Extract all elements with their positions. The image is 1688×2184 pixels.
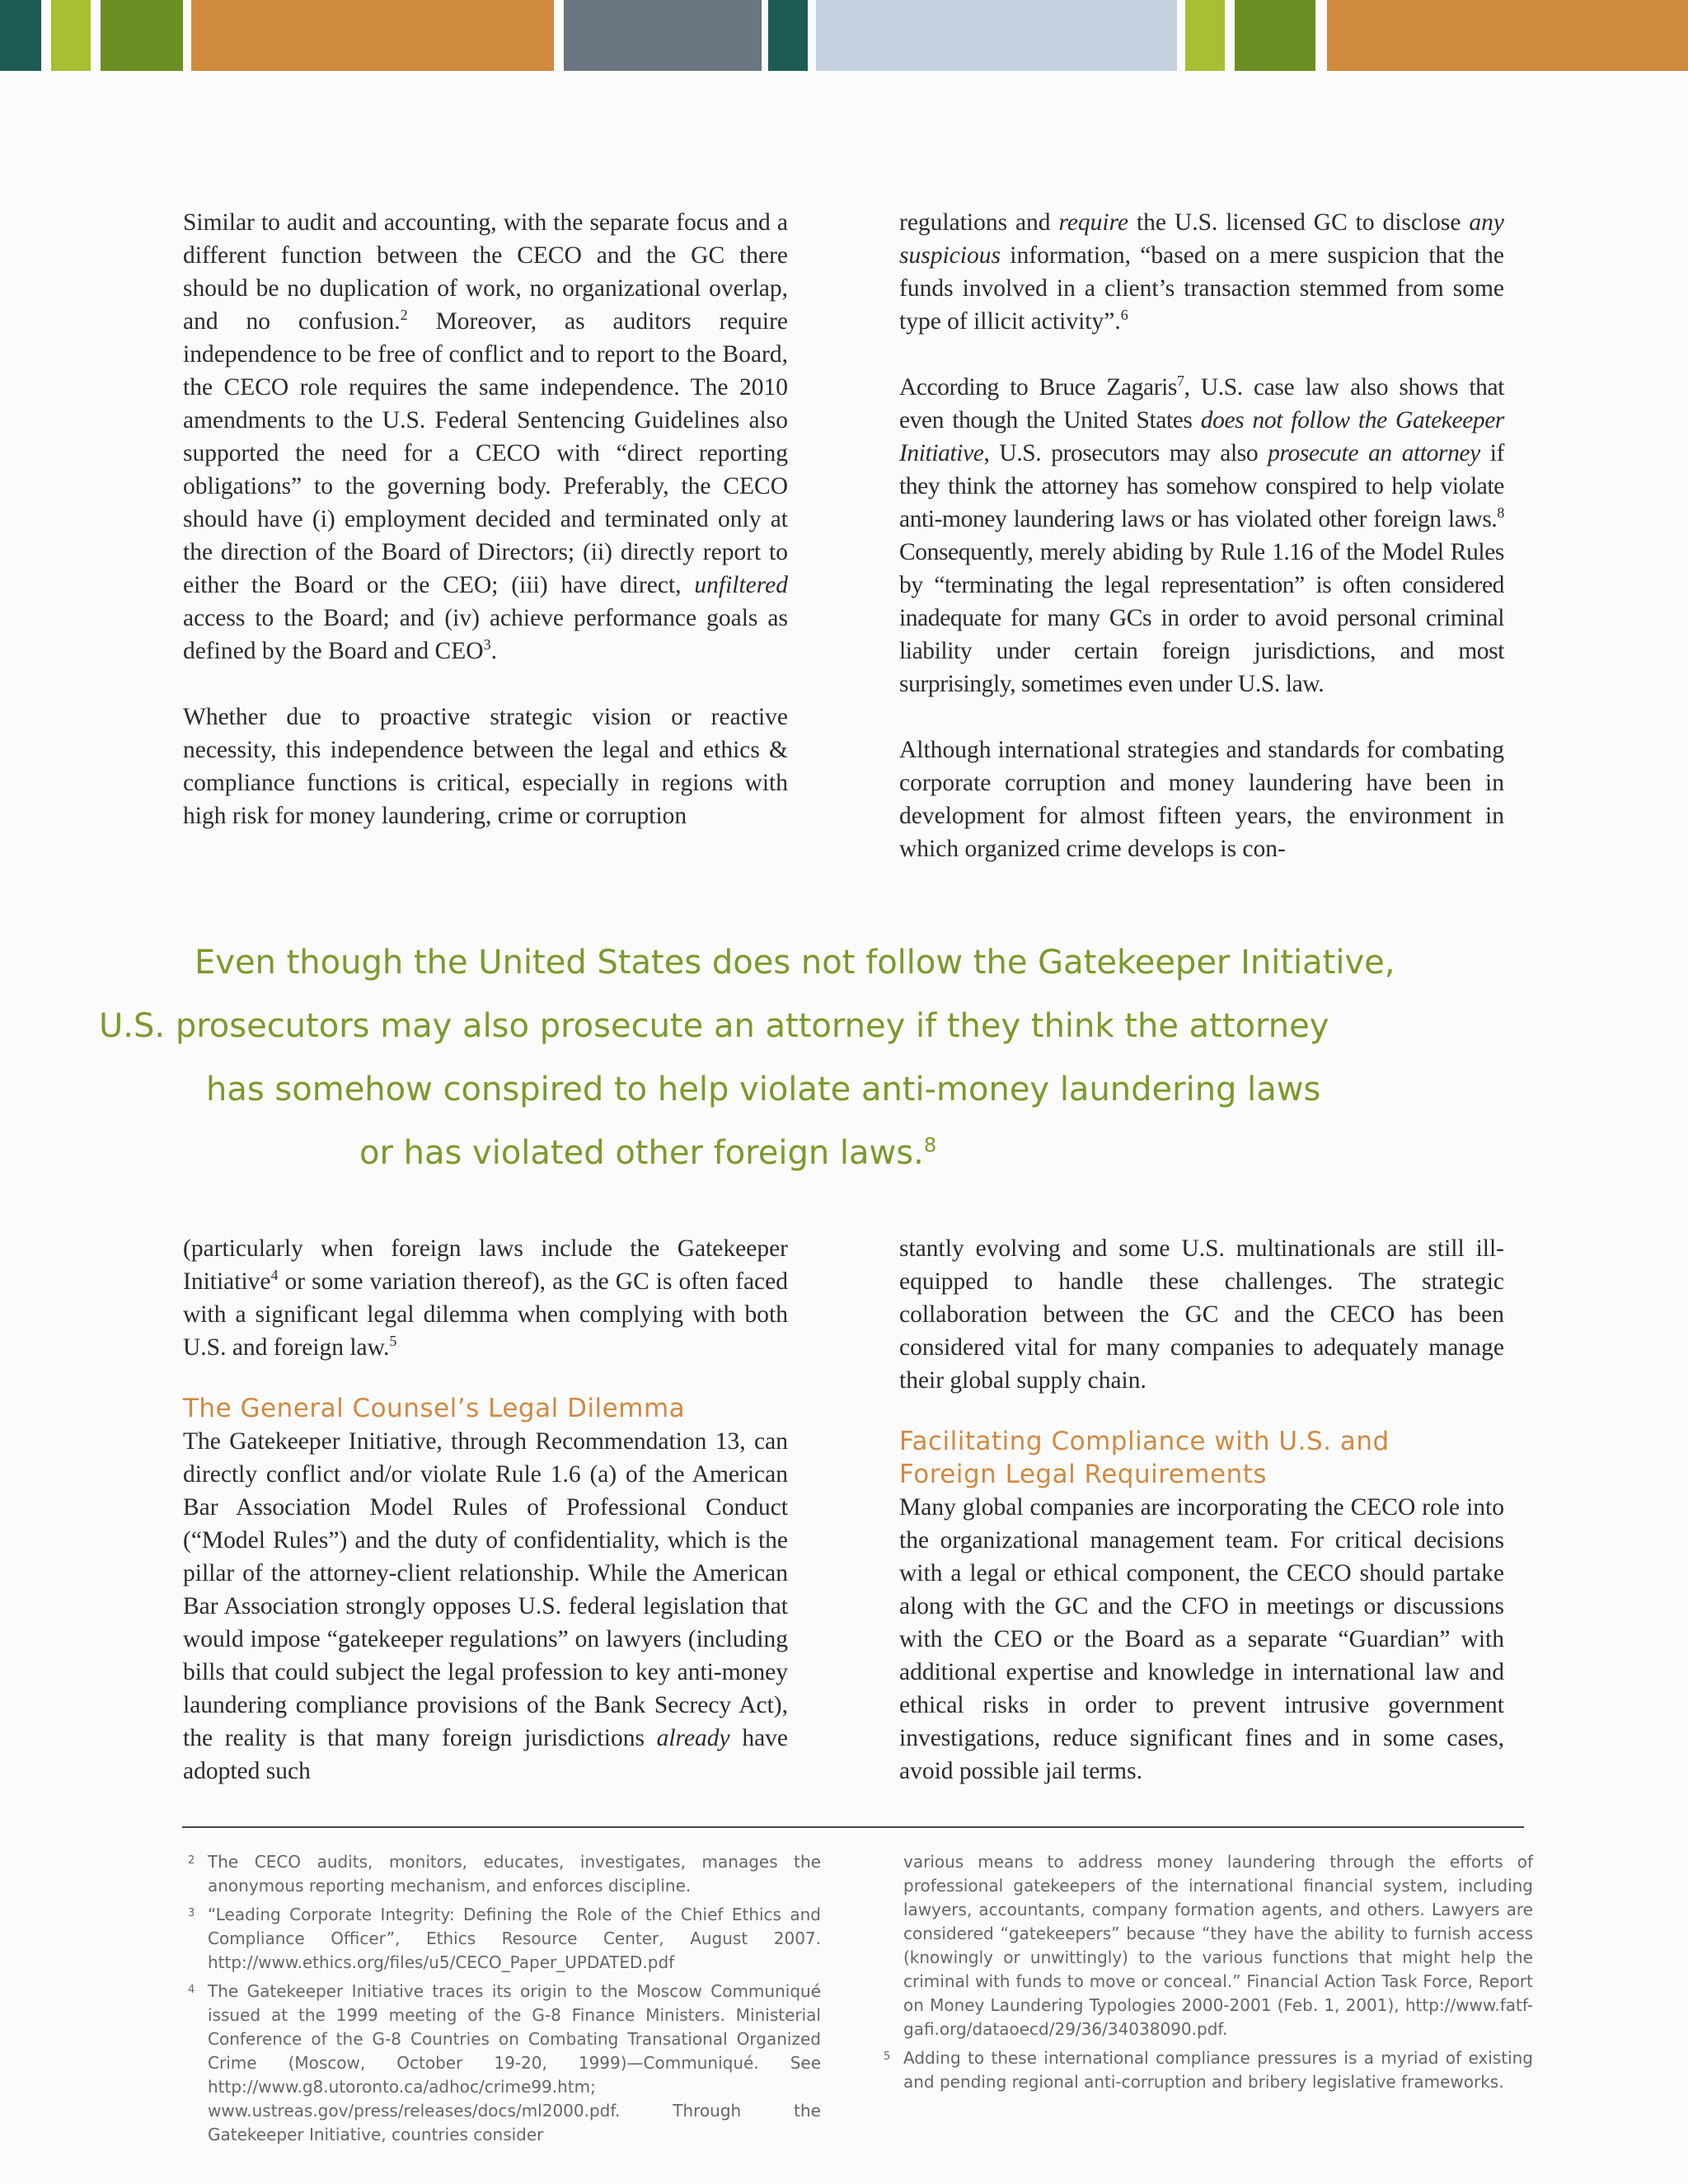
pull-quote-line: U.S. prosecutors may also prosecute an attorney if they think the attorney bbox=[99, 1007, 1329, 1045]
paragraph: regulations and require the U.S. licensed GC to disclose any suspicious information, “based on a mere suspicion that the funds involved in a client’s transaction stemmed from some type of illicit activity”.$^6$ bbox=[899, 209, 1504, 335]
left-column-top bbox=[183, 206, 788, 832]
paragraph: (particularly when foreign laws include the Gatekeeper Initiative$^4$ or some variation thereof), as the GC is often faced with a significant legal dilemma when complying with both U.S. and foreign law.$^5$ bbox=[183, 1235, 788, 1361]
paragraph: According to Bruce Zagaris$^7$, U.S. case law also shows that even though the United States does not follow the Gatekeeper Initiative, U.S. prosecutors may also prosecute an attorney if they think the attorney has somehow conspired to help violate anti-money laundering laws or has violated other foreign laws.$^8$ Consequently, merely abiding by Rule 1.16 of the Model Rules by “terminating the legal representation” is often considered inadequate for many GCs in order to avoid personal criminal liability under certain foreign jurisdictions, and most surprisingly, sometimes even under U.S. law. bbox=[899, 373, 1505, 697]
color-block bbox=[191, 0, 554, 71]
paragraph: Many global companies are incorporating the CECO role into the organizational management team. For critical decisions with a legal or ethical component, the CECO should partake along with the GC and the CFO in meetings or discussions with the CEO or the Board as a separate “Guardian” with additional expertise and knowledge in international law and ethical risks in order to prevent intrusive government investigations, reduce significant fines and in some cases, avoid possible jail terms. bbox=[899, 1494, 1504, 1784]
right-column-top bbox=[899, 206, 1504, 865]
footnote: 4 The Gatekeeper Initiative traces its origin to the Moscow Communiqué issued at the 1999 meeting of the G-8 Finance Ministers. Ministerial Conference of the G-8 Countries on Combating Transational Organized Crime (Moscow, October 19-20, 1999)—Communiqué. See http://www.g8.utoronto.ca/adhoc/crime99.htm; www.ustreas.gov/press/releases/docs/ml2000.pdf. Through the Gatekeeper Initiative, countries consider bbox=[188, 1981, 821, 2144]
color-block bbox=[768, 0, 808, 71]
paragraph: The Gatekeeper Initiative, through Recommendation 13, can directly conflict and/or violate Rule 1.6 (a) of the American Bar Association Model Rules of Professional Conduct (“Model Rules”) and the duty of confidentiality, which is the pillar of the attorney-client relationship. While the American Bar Association strongly opposes U.S. federal legislation that would impose “gatekeeper regulations” on lawyers (including bills that could subject the legal profession to key anti-money laundering compliance provisions of the Bank Secrecy Act), the reality is that many foreign jurisdictions already have adopted such bbox=[183, 1428, 789, 1784]
color-block bbox=[1327, 0, 1688, 71]
color-block bbox=[564, 0, 762, 71]
paragraph: Whether due to proactive strategic vision or reactive necessity, this independence between the legal and ethics & compliance functions is critical, especially in regions with high risk for money laundering, crime or corruption bbox=[183, 704, 788, 829]
right-column-bottom bbox=[899, 1232, 1504, 1788]
color-block bbox=[101, 0, 183, 71]
footnotes-left bbox=[185, 1850, 821, 2152]
color-block bbox=[816, 0, 1177, 71]
color-block bbox=[1235, 0, 1315, 71]
section-heading: The General Counsel’s Legal Dilemma bbox=[183, 1394, 686, 1423]
color-block bbox=[51, 0, 91, 71]
footnote: various means to address money laundering through the efforts of professional gatekeepers of the international financial system, including lawyers, accountants, company formation agents, and others. Lawyers are considered “gatekeepers” because “they have the ability to furnish access (knowingly or unwittingly) to the various functions that might help the criminal with funds to move or conceal.” Financial Action Task Force, Report on Money Laundering Typologies 2000-2001 (Feb. 1, 2001), http://www.fatf-gafi.org/dataoecd/29/36/34038090.pdf. bbox=[903, 1852, 1533, 2039]
paragraph: Similar to audit and accounting, with the separate focus and a different function between the CECO and the GC there should be no duplication of work, no organizational overlap, and no confusion.$^2$ Moreover, as auditors require independence to be free of conflict and to report to the Board, the CECO role requires the same independence. The 2010 amendments to the U.S. Federal Sentencing Guidelines also supported the need for a CECO with “direct reporting obligations” to the governing body. Preferably, the CECO should have (i) employment decided and terminated only at the direction of the Board of Directors; (ii) directly report to either the Board or the CEO; (iii) have direct, unfiltered access to the Board; and (iv) achieve performance goals as defined by the Board and CEO$^3$. bbox=[183, 209, 788, 664]
paragraph: Although international strategies and standards for combating corporate corruption and money laundering have been in development for almost fifteen years, the environment in which organized crime develops is con- bbox=[899, 737, 1504, 862]
paragraph: stantly evolving and some U.S. multinationals are still ill-equipped to handle these challenges. The strategic collaboration between the GC and the CECO has been considered vital for many companies to adequately manage their global supply chain. bbox=[899, 1235, 1504, 1394]
top-color-bar bbox=[0, 0, 1688, 71]
left-column-bottom bbox=[183, 1232, 788, 1788]
pull-quote-line: has somehow conspired to help violate anti-money laundering laws bbox=[206, 1071, 1321, 1108]
footnote: 3 “Leading Corporate Integrity: Defining the Role of the Chief Ethics and Compliance Officer”, Ethics Resource Center, August 2007. http://www.ethics.org/files/u5/CECO_Paper_UPDATED.pdf bbox=[188, 1905, 821, 1972]
footnotes-right bbox=[880, 1850, 1533, 2099]
section-heading: Facilitating Compliance with U.S. and Foreign Legal Requirements bbox=[899, 1427, 1390, 1489]
footnote-divider bbox=[182, 1826, 1524, 1828]
color-block bbox=[0, 0, 41, 71]
pull-quote-line: or has violated other foreign laws.$^8$ bbox=[359, 1133, 937, 1172]
color-block bbox=[1185, 0, 1225, 71]
pull-quote-line: Even though the United States does not follow the Gatekeeper Initiative, bbox=[195, 944, 1395, 982]
footnote: 2 The CECO audits, monitors, educates, investigates, manages the anonymous reporting mechanism, and enforces discipline. bbox=[188, 1852, 821, 1896]
footnote: 5 Adding to these international compliance pressures is a myriad of existing and pending regional anti-corruption and bribery legislative frameworks. bbox=[884, 2048, 1533, 2092]
